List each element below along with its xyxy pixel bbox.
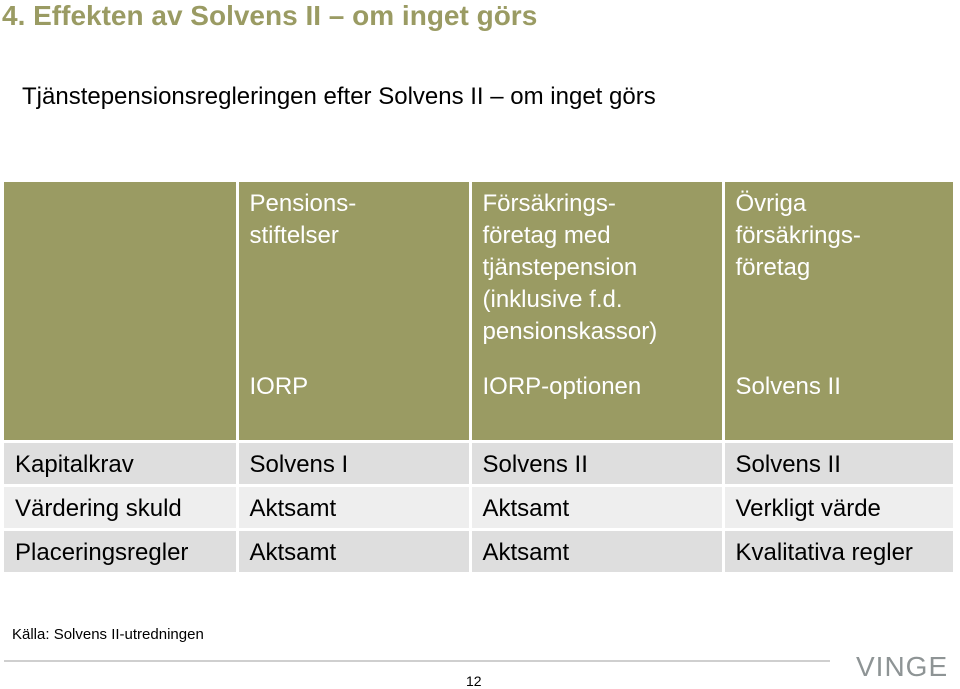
header-cell-forsakringsforetag-tjanstepension xyxy=(470,182,723,442)
header-label: Pensions- stiftelser xyxy=(249,190,357,249)
table-cell: Aktsamt xyxy=(237,486,470,530)
header-label: Försäkrings- företag med tjänstepension (inklusive f.d. pensionskassor) xyxy=(482,190,658,345)
table-row xyxy=(4,442,953,486)
comparison-table xyxy=(4,182,953,572)
table-cell: Kvalitativa regler xyxy=(723,530,953,573)
header-label: Övriga försäkrings- företag xyxy=(735,190,861,281)
table-cell: Placeringsregler xyxy=(4,530,237,573)
header-regime: IORP-optionen xyxy=(482,373,642,400)
table-cell: Aktsamt xyxy=(237,530,470,573)
table-cell: Aktsamt xyxy=(470,530,723,573)
header-regime: IORP xyxy=(249,373,309,400)
table-header-row xyxy=(4,182,953,442)
slide-title: 4. Effekten av Solvens II – om inget görs xyxy=(2,0,538,31)
table-cell: Värdering skuld xyxy=(4,486,237,530)
header-cell-ovriga-forsakringsforetag xyxy=(723,182,953,442)
table-cell: Aktsamt xyxy=(470,486,723,530)
header-cell-empty xyxy=(4,182,237,442)
footer-divider xyxy=(4,660,830,662)
header-cell-pensionsstiftelser xyxy=(237,182,470,442)
table-cell: Solvens II xyxy=(723,442,953,486)
table-cell: Solvens I xyxy=(237,442,470,486)
table-row xyxy=(4,486,953,530)
header-regime: Solvens II xyxy=(735,373,841,400)
slide-subtitle: Tjänstepensionsregleringen efter Solvens II – om inget görs xyxy=(22,83,656,110)
table-cell: Solvens II xyxy=(470,442,723,486)
table-cell: Kapitalkrav xyxy=(4,442,237,486)
table-row xyxy=(4,530,953,573)
page-number: 12 xyxy=(466,673,482,689)
source-note: Källa: Solvens II-utredningen xyxy=(12,626,204,643)
table-cell: Verkligt värde xyxy=(723,486,953,530)
vinge-logo: VINGE xyxy=(856,651,949,682)
